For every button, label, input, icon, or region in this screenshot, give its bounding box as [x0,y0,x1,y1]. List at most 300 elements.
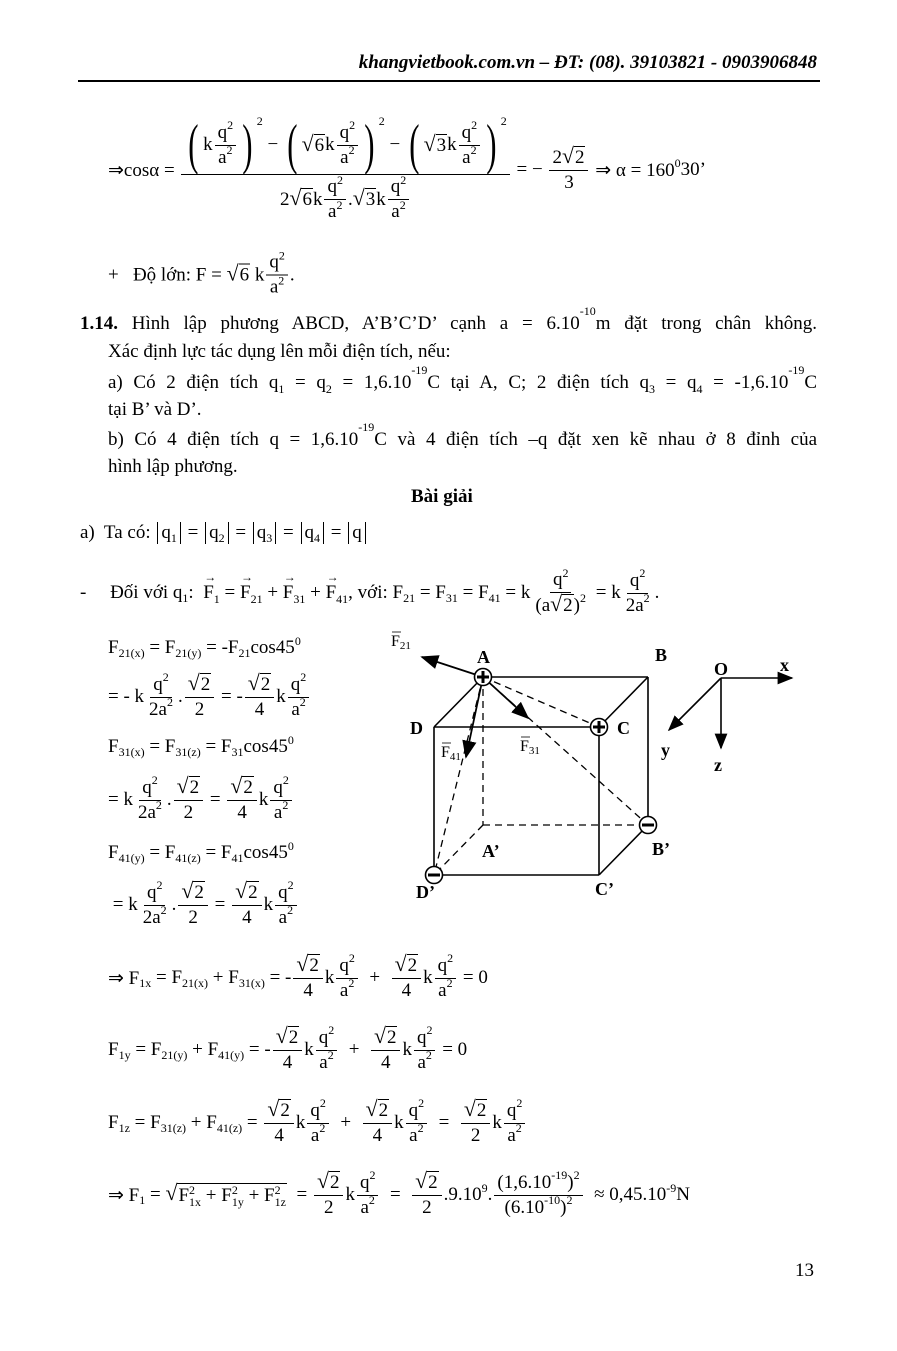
superscript: 2 [349,118,356,132]
force-label-f41 [441,743,461,763]
subscript: 41(z) [216,1120,243,1135]
math-text: = [242,1112,263,1133]
left-paren: ( [287,114,298,176]
superscript: 2 [516,1096,523,1110]
exponent: 2 [256,113,263,128]
superscript: -19 [411,362,428,377]
math-text: q [390,176,401,197]
math-text: q [339,121,350,143]
math-text: = [278,522,299,543]
math-text: q [269,251,279,273]
math-text: = k [108,894,138,915]
math-text: 2 [323,1197,334,1218]
math-text: = q [655,372,697,394]
math-text: √ 2 [288,1027,299,1048]
math-text: k [345,1184,355,1205]
subscript: 31 [293,592,306,606]
math-text: cos45 [250,637,295,658]
exponent: 2 [378,113,385,128]
math-text: 30’ [680,159,706,180]
math-text: tại B’ và D’. [108,399,202,420]
superscript: 2 [426,1023,433,1037]
math-text: = - k [108,686,145,707]
math-text: + F [201,1184,232,1206]
superscript: 2 [639,566,646,580]
math-text: . [654,582,660,603]
force-f21-arrow [422,657,483,677]
math-text: = F [129,1112,161,1133]
math-text: cos45 [243,736,288,757]
superscript: 2 [348,143,355,157]
force-label-f21 [391,632,411,652]
math-text: k [203,134,213,155]
math-text: = [380,1184,411,1205]
superscript: 2 [470,143,477,157]
axis-label-z: z [714,755,722,775]
superscript: 2 [328,1023,335,1037]
subscript: 41(z) [175,850,201,865]
math-text: q [153,673,163,695]
math-text: q [318,1026,329,1048]
math-text: q [142,776,152,798]
subscript: 1 [213,592,220,606]
axis-label-y: y [661,740,670,760]
math-text: . [177,686,183,707]
vertex-label-d1: D’ [416,882,435,902]
math-text: = 1,6.10 [331,372,412,394]
subscript: 1x [139,975,152,990]
superscript: 2 [336,197,343,212]
math-text: + F [187,1039,219,1060]
vertex-label-c1: C’ [595,879,614,899]
exponent: 2 [500,113,507,128]
y-axis [669,678,721,730]
math-text: 4 [303,980,313,1001]
superscript: 2 [348,976,355,990]
math-text: a [391,201,400,222]
math-text: = - [216,686,243,707]
math-text: √ 6 [239,264,250,286]
math-text: + [305,582,326,603]
svg-text:F41: F41 [441,744,461,763]
bold-text: 1.14. [80,313,118,335]
math-text: k [250,264,265,285]
vertex-label-b1: B’ [652,839,670,859]
subscript: 4 [314,530,320,545]
math-text: a [438,979,447,1001]
svg-text:F31: F31 [520,738,540,757]
subscript: 1y [231,1194,244,1209]
math-text: : [188,582,204,603]
math-text: F [108,1112,119,1133]
math-text: √ 2 [280,1100,290,1121]
superscript: -19 [551,1168,568,1182]
math-text: = -1,6.10 [702,372,789,394]
math-text: = F [144,637,176,658]
left-paren: ( [188,114,199,176]
vertex-label-a1: A’ [482,841,500,861]
math-text: = [205,789,226,810]
vertex-label-a: A [477,647,490,667]
superscript: 2 [278,248,285,262]
math-text: + [262,582,283,603]
superscript: -19 [358,419,375,434]
math-text: q [310,1099,320,1121]
subscript: 21 [403,590,416,605]
superscript: -19 [788,362,805,377]
math-text: ) [567,1171,574,1193]
bold-text: Bài giải [411,486,473,507]
math-text: 2a [149,698,167,720]
math-text: √ 2 [243,777,253,798]
math-text: ≈ 0,45.10 [584,1184,667,1205]
subscript: 31(z) [160,1120,187,1135]
superscript: 2 [418,1096,425,1110]
math-text: b) Có 4 điện tích q = 1,6.10 [108,429,359,451]
subscript: 31(z) [175,744,201,759]
math-text: = F [415,582,446,603]
math-text: √ 2 [200,674,211,695]
math-text: = k [500,582,531,603]
math-text: √ 2 [329,1172,340,1193]
superscript: -10 [544,1193,561,1207]
subscript: 1z [118,1120,130,1135]
superscript: 0 [287,838,294,853]
vertex-label-b: B [655,645,668,665]
math-text: a [273,801,283,823]
superscript: 2 [369,1168,376,1182]
superscript: 0 [294,633,301,648]
subscript: 1z [274,1194,286,1209]
math-text: a [462,146,471,168]
math-text: q [304,522,314,543]
superscript: 2 [151,773,158,787]
math-text: 2 [422,1197,432,1218]
superscript: 2 [400,172,407,187]
math-text: Xác định lực tác dụng lên mỗi điện tích, nếu: [108,341,451,362]
math-text: 2 [279,188,290,210]
superscript: 2 [162,670,169,684]
math-text: . [487,1184,493,1205]
math-text: 4 [254,699,265,720]
superscript: -10 [579,303,596,318]
math-text: 4 [372,1125,383,1146]
superscript: 2 [336,172,343,187]
left-paren: ( [409,114,420,176]
math-text: q [629,569,640,591]
math-text: √ 2 [309,955,319,976]
math-text: C tại A, C; 2 điện tích q [427,372,650,394]
math-text: q [552,569,563,590]
page-header: khangvietbook.com.vn – ĐT: (08). 39103821 - 0903906848 [358,52,817,73]
subscript: 3 [266,530,273,545]
math-text: = F [200,842,232,863]
math-text: (a [535,594,551,616]
vector-symbol: → F [240,582,251,604]
superscript: 0 [287,732,294,747]
math-text: q [273,776,283,798]
math-text: 2a [142,906,161,928]
math-text: k [492,1112,502,1133]
math-text: q [416,1026,427,1048]
subscript: 41(y) [218,1047,245,1062]
math-text: - Đối với q [80,582,183,603]
math-text: N [676,1184,690,1205]
math-text: q [461,121,472,143]
math-text: q [359,1171,370,1193]
math-text: C và 4 điện tích –q đặt xen kẽ nhau ở 8 đỉnh của [374,429,817,451]
math-text: = [326,522,347,543]
math-text: = - [264,967,292,988]
superscript: 2 [446,976,453,990]
subscript: 41(y) [118,850,145,865]
math-text: a [291,698,300,720]
right-paren: ) [486,114,497,176]
superscript: 2 [471,118,478,132]
subscript: 1 [170,530,177,545]
math-text: q [209,522,219,543]
subscript: 1x [189,1194,202,1209]
subscript: 1y [118,1047,131,1062]
math-text: 2 [183,802,194,823]
math-text: = 0 [437,1039,468,1060]
math-text: q [408,1099,419,1121]
subscript: 41 [336,592,349,606]
subscript: 21 [238,645,251,660]
math-text: = [182,522,204,543]
superscript: 2 [227,118,234,132]
math-text: ⇒ F [108,1184,140,1206]
superscript: 2 [278,273,285,287]
math-text: k [304,1039,314,1060]
math-text: − [262,134,283,155]
math-text: F [108,1039,119,1060]
math-text: √ 2 [574,147,585,168]
axis-label-origin: O [714,659,729,679]
subscript: 3 [649,382,656,397]
math-text: (6.10 [504,1196,545,1218]
math-text: a [269,276,279,298]
math-text: m đặt trong chân không. [595,313,818,335]
math-text: = F [151,967,183,988]
math-text: . [289,264,295,285]
math-text: + F [243,1184,275,1206]
superscript: 2 [399,197,406,212]
superscript: 2 [579,591,586,605]
force-f41-arrow [466,677,483,757]
math-text: ) [560,1196,567,1218]
math-text: k [394,1112,404,1133]
right-paren: ) [242,114,253,176]
math-text: = F [130,1039,162,1060]
math-text: 2 [194,699,205,720]
superscript: 0 [674,155,681,170]
math-text: √ 2 [260,674,271,695]
math-text: , với: F [348,582,404,603]
math-text: cos45 [243,842,288,863]
subscript: 1 [139,1192,146,1207]
math-text: = F [144,842,176,863]
math-text: a [340,146,349,168]
page-number: 13 [795,1260,814,1281]
math-text: k [312,188,323,210]
math-text: + F [186,1112,217,1133]
math-text: .9.10 [443,1184,482,1205]
axis-label-x: x [780,655,789,675]
superscript: 2 [573,1168,580,1182]
cube-edges-solid [434,677,648,875]
vertex-label-d: D [410,718,423,738]
math-text: F [108,736,119,757]
math-text: a [218,146,227,168]
math-text: √ 2 [378,1100,389,1121]
math-text: √ 2 [563,595,573,616]
vector-symbol: → F [203,582,214,604]
math-text: q [352,522,362,543]
math-text: √ 2 [407,955,418,976]
math-text: + Độ lớn: F = [108,264,227,285]
math-text: + [359,967,390,988]
subscript: 31(x) [118,744,145,759]
math-text: + F [208,967,239,988]
cube-edges-dashed [434,677,648,875]
subscript: 2 [325,382,332,397]
math-text: a [417,1051,426,1073]
math-text: √ F [178,1184,190,1206]
math-text: − [384,134,405,155]
math-text: = - [244,1039,271,1060]
math-text: √ 6 [302,189,312,210]
coordinate-axes [669,678,792,748]
subscript: 1 [278,382,285,397]
math-text: a) Ta có: [80,522,156,543]
subscript: 21(x) [182,975,209,990]
superscript: 2 [155,798,162,812]
superscript: 2 [299,695,306,709]
math-text: = [209,894,231,915]
math-text: k [276,686,286,707]
superscript: 2 [417,1121,424,1135]
math-text: k [263,894,274,915]
superscript: 2 [319,1096,326,1110]
math-text: √ 2 [476,1100,487,1121]
math-text: = F [457,582,489,603]
math-text: √ 2 [248,882,258,903]
superscript: 2 [189,1182,196,1197]
superscript: 2 [287,878,294,892]
math-text: k [324,967,335,988]
math-text: q [161,522,171,543]
force-vectors [422,657,528,757]
superscript: 9 [481,1180,488,1195]
math-text: . [347,188,353,210]
superscript: 2 [287,903,294,917]
subscript: 31(x) [238,975,265,990]
superscript: 2 [562,565,569,580]
vertex-label-c: C [617,718,630,738]
math-text: 2a [625,594,644,616]
math-text: = [286,1184,312,1205]
math-text: k [402,1039,412,1060]
math-text: k [325,134,335,155]
math-text: q [506,1099,517,1121]
subscript: 21(y) [161,1047,188,1062]
superscript: 2 [156,878,163,892]
math-text: 2a [137,801,156,823]
math-text: . [171,894,177,915]
math-text: k [376,188,386,210]
superscript: 2 [643,591,650,605]
subscript: 41 [488,590,501,605]
math-text: q [437,954,448,976]
math-text: a [310,1124,320,1146]
math-text: q [327,176,337,197]
superscript: 2 [515,1121,522,1135]
superscript: 2 [300,670,307,684]
superscript: 2 [226,143,233,157]
math-text: q [217,121,228,143]
math-text: a [278,906,288,928]
math-text: ⇒ α = 160 [590,159,675,181]
math-text: = [429,1112,459,1133]
math-text: a [360,1196,369,1218]
math-text: √ 3 [365,189,376,210]
math-text: + [330,1112,361,1133]
superscript: 2 [447,951,454,965]
superscript: 2 [327,1048,334,1062]
math-text: F [108,637,119,658]
math-text: k [295,1112,306,1133]
math-text: √ 6 [314,134,325,156]
math-text: = [219,582,240,603]
svg-text:F21: F21 [391,633,411,652]
math-text: √ 3 [436,134,447,156]
superscript: 2 [566,1193,573,1207]
right-paren: ) [364,114,375,176]
math-text: a [507,1124,516,1146]
math-text: = F [144,736,176,757]
math-text: = [145,1184,166,1205]
math-text: . [166,789,172,810]
math-text: 4 [380,1052,391,1073]
vector-symbol: → F [326,582,337,604]
math-text: = k [108,789,133,810]
math-text: hình lập phương. [108,456,238,477]
math-text: √ 2 [386,1027,397,1048]
superscript: 2 [231,1182,238,1197]
math-text: a [319,1051,328,1073]
math-text: = F [200,736,232,757]
math-text: k [258,789,269,810]
subscript: 31 [445,590,458,605]
superscript: 2 [282,798,289,812]
superscript: 2 [425,1048,432,1062]
math-text: a [339,979,349,1001]
math-text: q [339,954,349,976]
math-text: q [256,522,267,543]
math-text: a [328,201,337,222]
math-text: = q [284,372,326,394]
math-text: √ 2 [189,777,200,798]
math-text: 4 [274,1125,284,1146]
force-label-f31 [520,737,540,757]
superscript: 2 [166,695,173,709]
math-text: k [447,134,457,155]
math-text: ⇒cosα = [108,159,180,181]
math-text: a [409,1124,418,1146]
math-text: q [290,673,301,695]
superscript: 2 [319,1121,326,1135]
